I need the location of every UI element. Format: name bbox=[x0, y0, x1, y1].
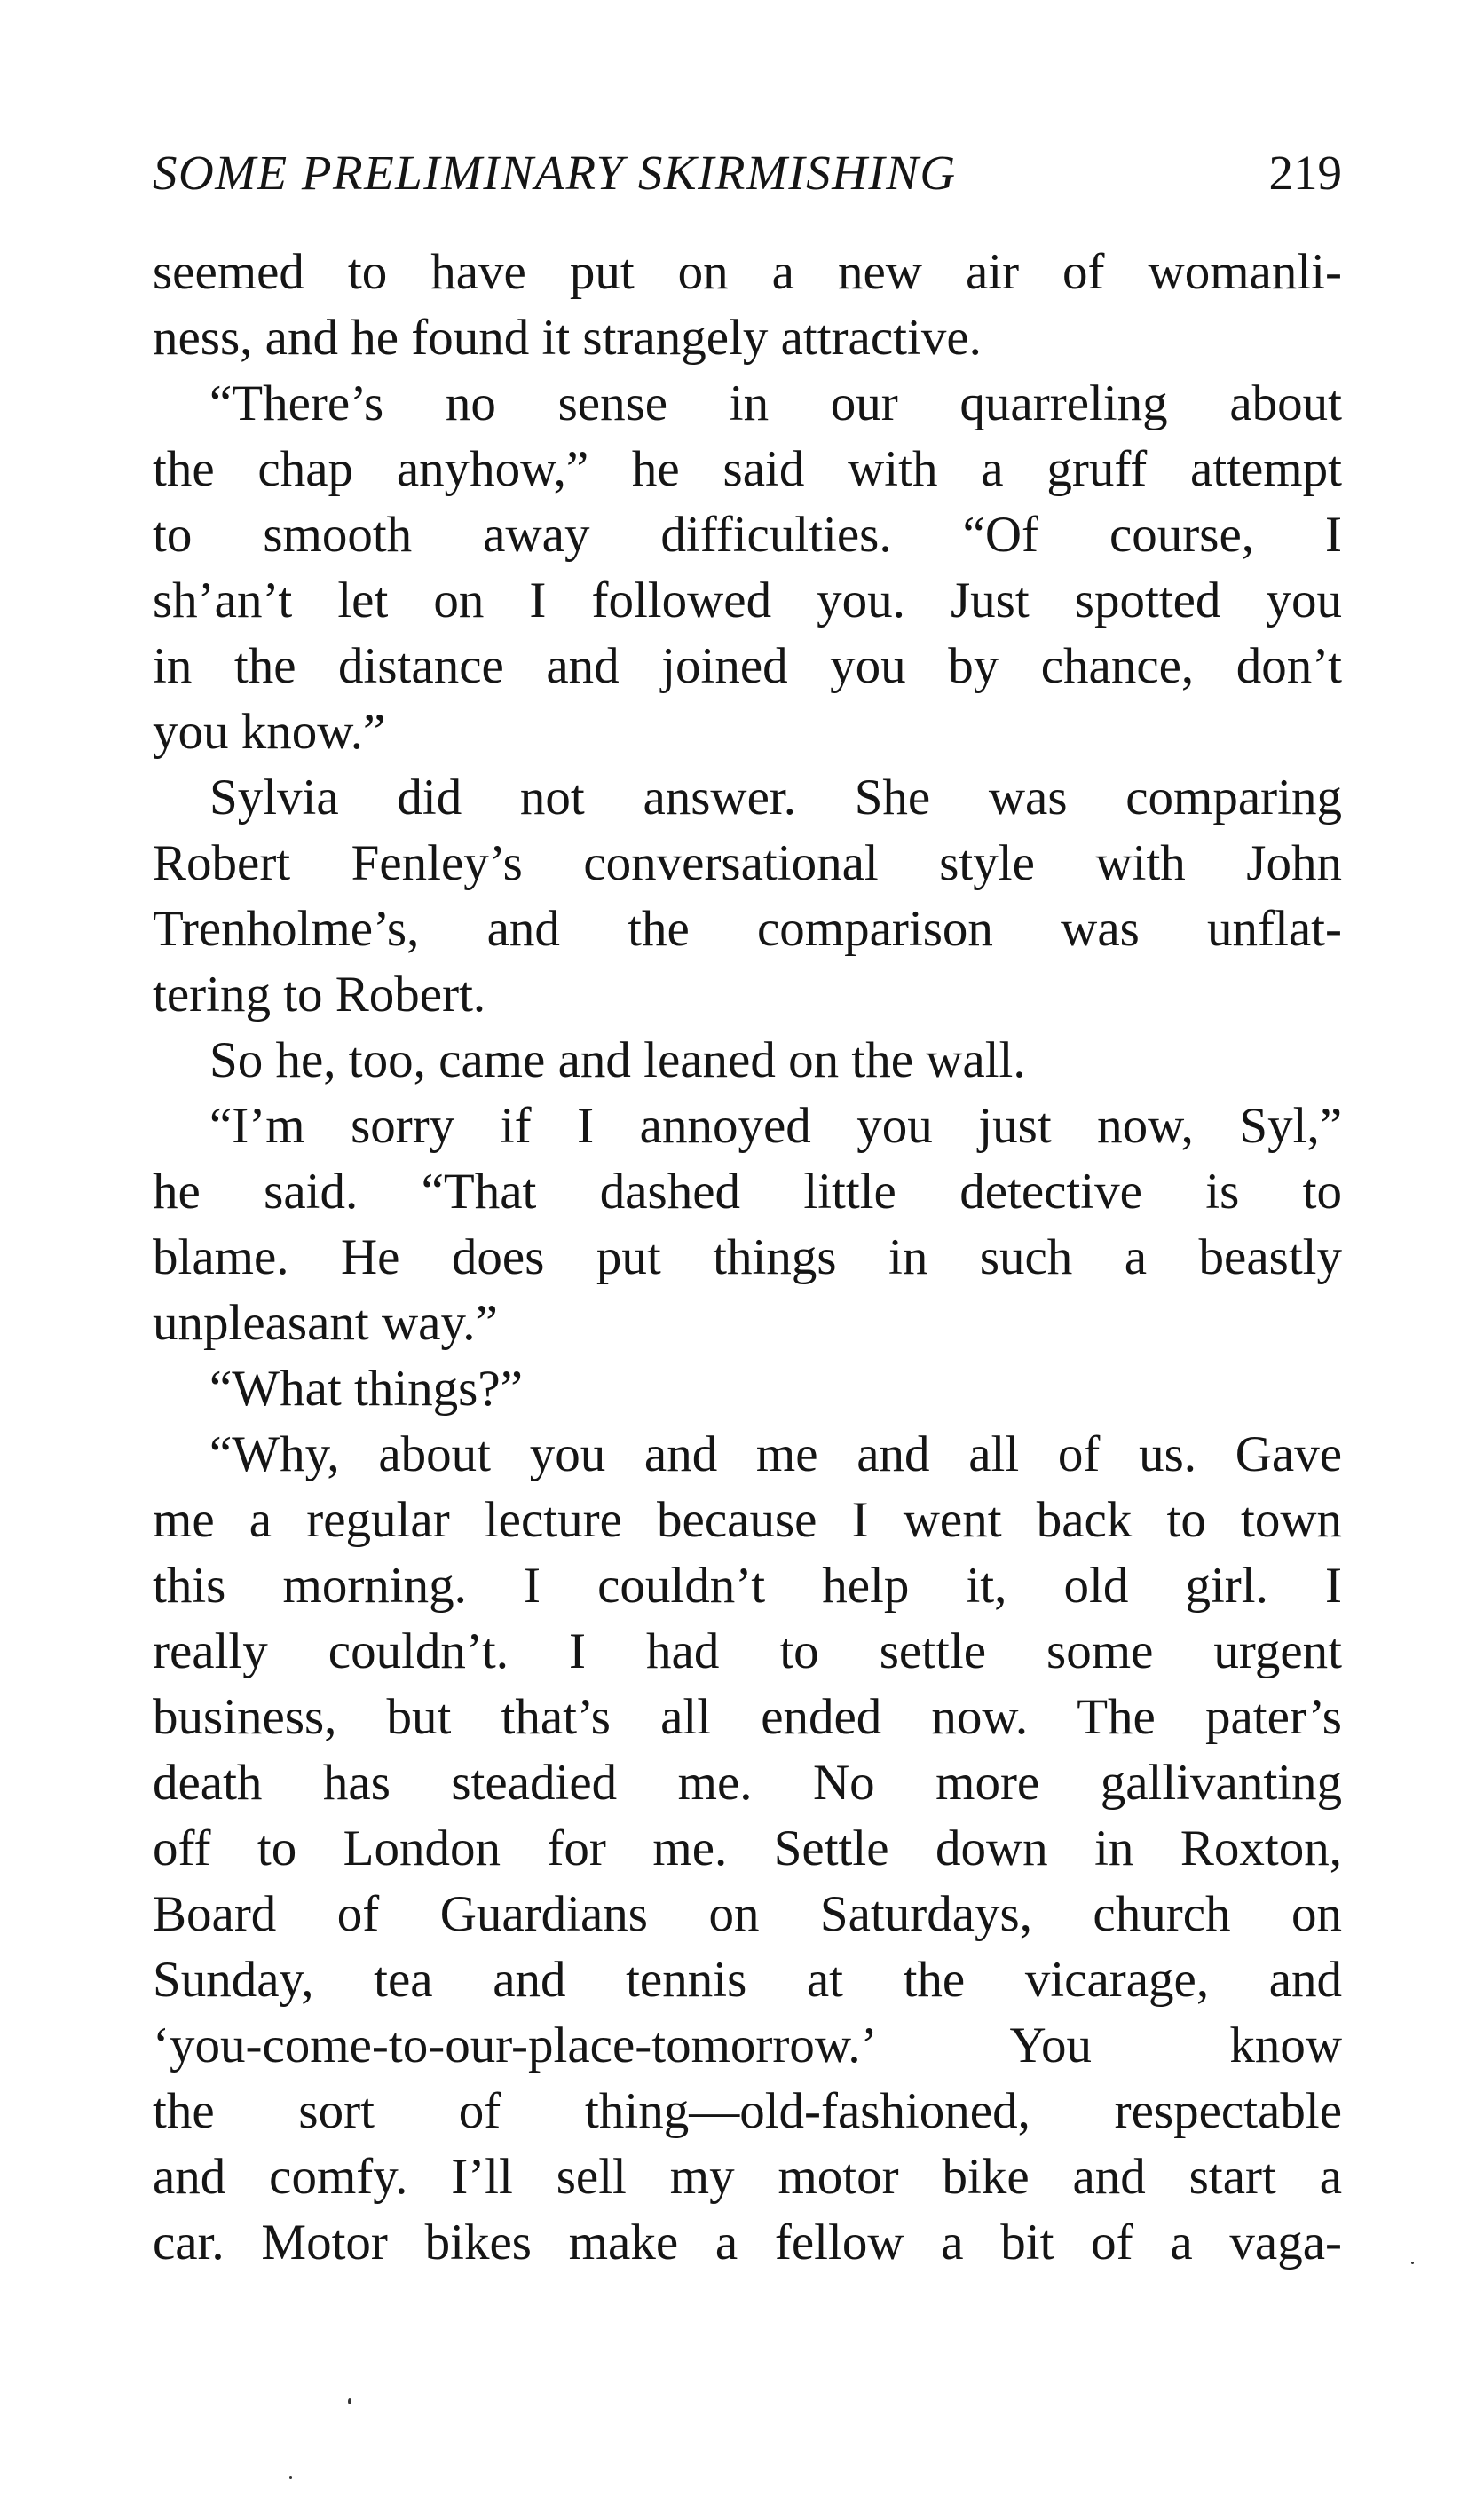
paper-speck bbox=[289, 2476, 292, 2479]
text-line: the sort of thing—old-fashioned, respectable bbox=[153, 2083, 1342, 2139]
text-line: Sunday, tea and tennis at the vicarage, and bbox=[153, 1952, 1342, 2008]
text-line: Board of Guardians on Saturdays, church on bbox=[153, 1886, 1342, 1942]
text-line: you know.” bbox=[153, 704, 386, 760]
text-line: “There’s no sense in our quarreling about bbox=[209, 375, 1342, 431]
text-line: ‘you-come-to-our-place-tomorrow.’ You know bbox=[153, 2018, 1342, 2073]
text-line: the chap anyhow,” he said with a gruff attempt bbox=[153, 441, 1342, 497]
text-line: unpleasant way.” bbox=[153, 1295, 498, 1351]
text-line: death has steadied me. No more gallivanting bbox=[153, 1755, 1342, 1811]
text-line: “What things?” bbox=[209, 1361, 523, 1417]
text-line: Robert Fenley’s conversational style with John bbox=[153, 835, 1342, 891]
text-line: “Why, about you and me and all of us. Gave bbox=[209, 1426, 1342, 1482]
text-line: and comfy. I’ll sell my motor bike and start a bbox=[153, 2149, 1342, 2205]
text-line: in the distance and joined you by chance, don’t bbox=[153, 638, 1342, 694]
text-line: seemed to have put on a new air of womanli- bbox=[153, 244, 1342, 300]
body-text bbox=[153, 240, 1342, 2276]
text-line: sh’an’t let on I followed you. Just spotted you bbox=[153, 572, 1342, 628]
paper-speck bbox=[1411, 2262, 1414, 2264]
text-line: blame. He does put things in such a beastly bbox=[153, 1229, 1342, 1285]
text-line: “I’m sorry if I annoyed you just now, Syl,” bbox=[209, 1098, 1342, 1154]
running-head-title: SOME PRELIMINARY SKIRMISHING bbox=[153, 146, 957, 200]
text-line: to smooth away difficulties. “Of course, I bbox=[153, 507, 1342, 563]
text-line: he said. “That dashed little detective is to bbox=[153, 1164, 1342, 1220]
text-line: off to London for me. Settle down in Roxton, bbox=[153, 1820, 1342, 1876]
paper-speck bbox=[348, 2398, 351, 2404]
text-line: really couldn’t. I had to settle some urgent bbox=[153, 1623, 1342, 1679]
text-line: ness, and he found it strangely attractive. bbox=[153, 310, 982, 366]
text-line: business, but that’s all ended now. The pater’s bbox=[153, 1689, 1342, 1745]
text-line: Sylvia did not answer. She was comparing bbox=[209, 770, 1342, 825]
running-head bbox=[153, 142, 1342, 204]
text-line: this morning. I couldn’t help it, old girl. I bbox=[153, 1558, 1342, 1614]
text-line: car. Motor bikes make a fellow a bit of a vaga- bbox=[153, 2215, 1342, 2270]
text-line: So he, too, came and leaned on the wall. bbox=[209, 1032, 1026, 1088]
text-line: me a regular lecture because I went back to town bbox=[153, 1492, 1342, 1548]
text-line: Trenholme’s, and the comparison was unflat- bbox=[153, 901, 1342, 957]
text-line: tering to Robert. bbox=[153, 967, 486, 1023]
page-number: 219 bbox=[1268, 146, 1342, 200]
